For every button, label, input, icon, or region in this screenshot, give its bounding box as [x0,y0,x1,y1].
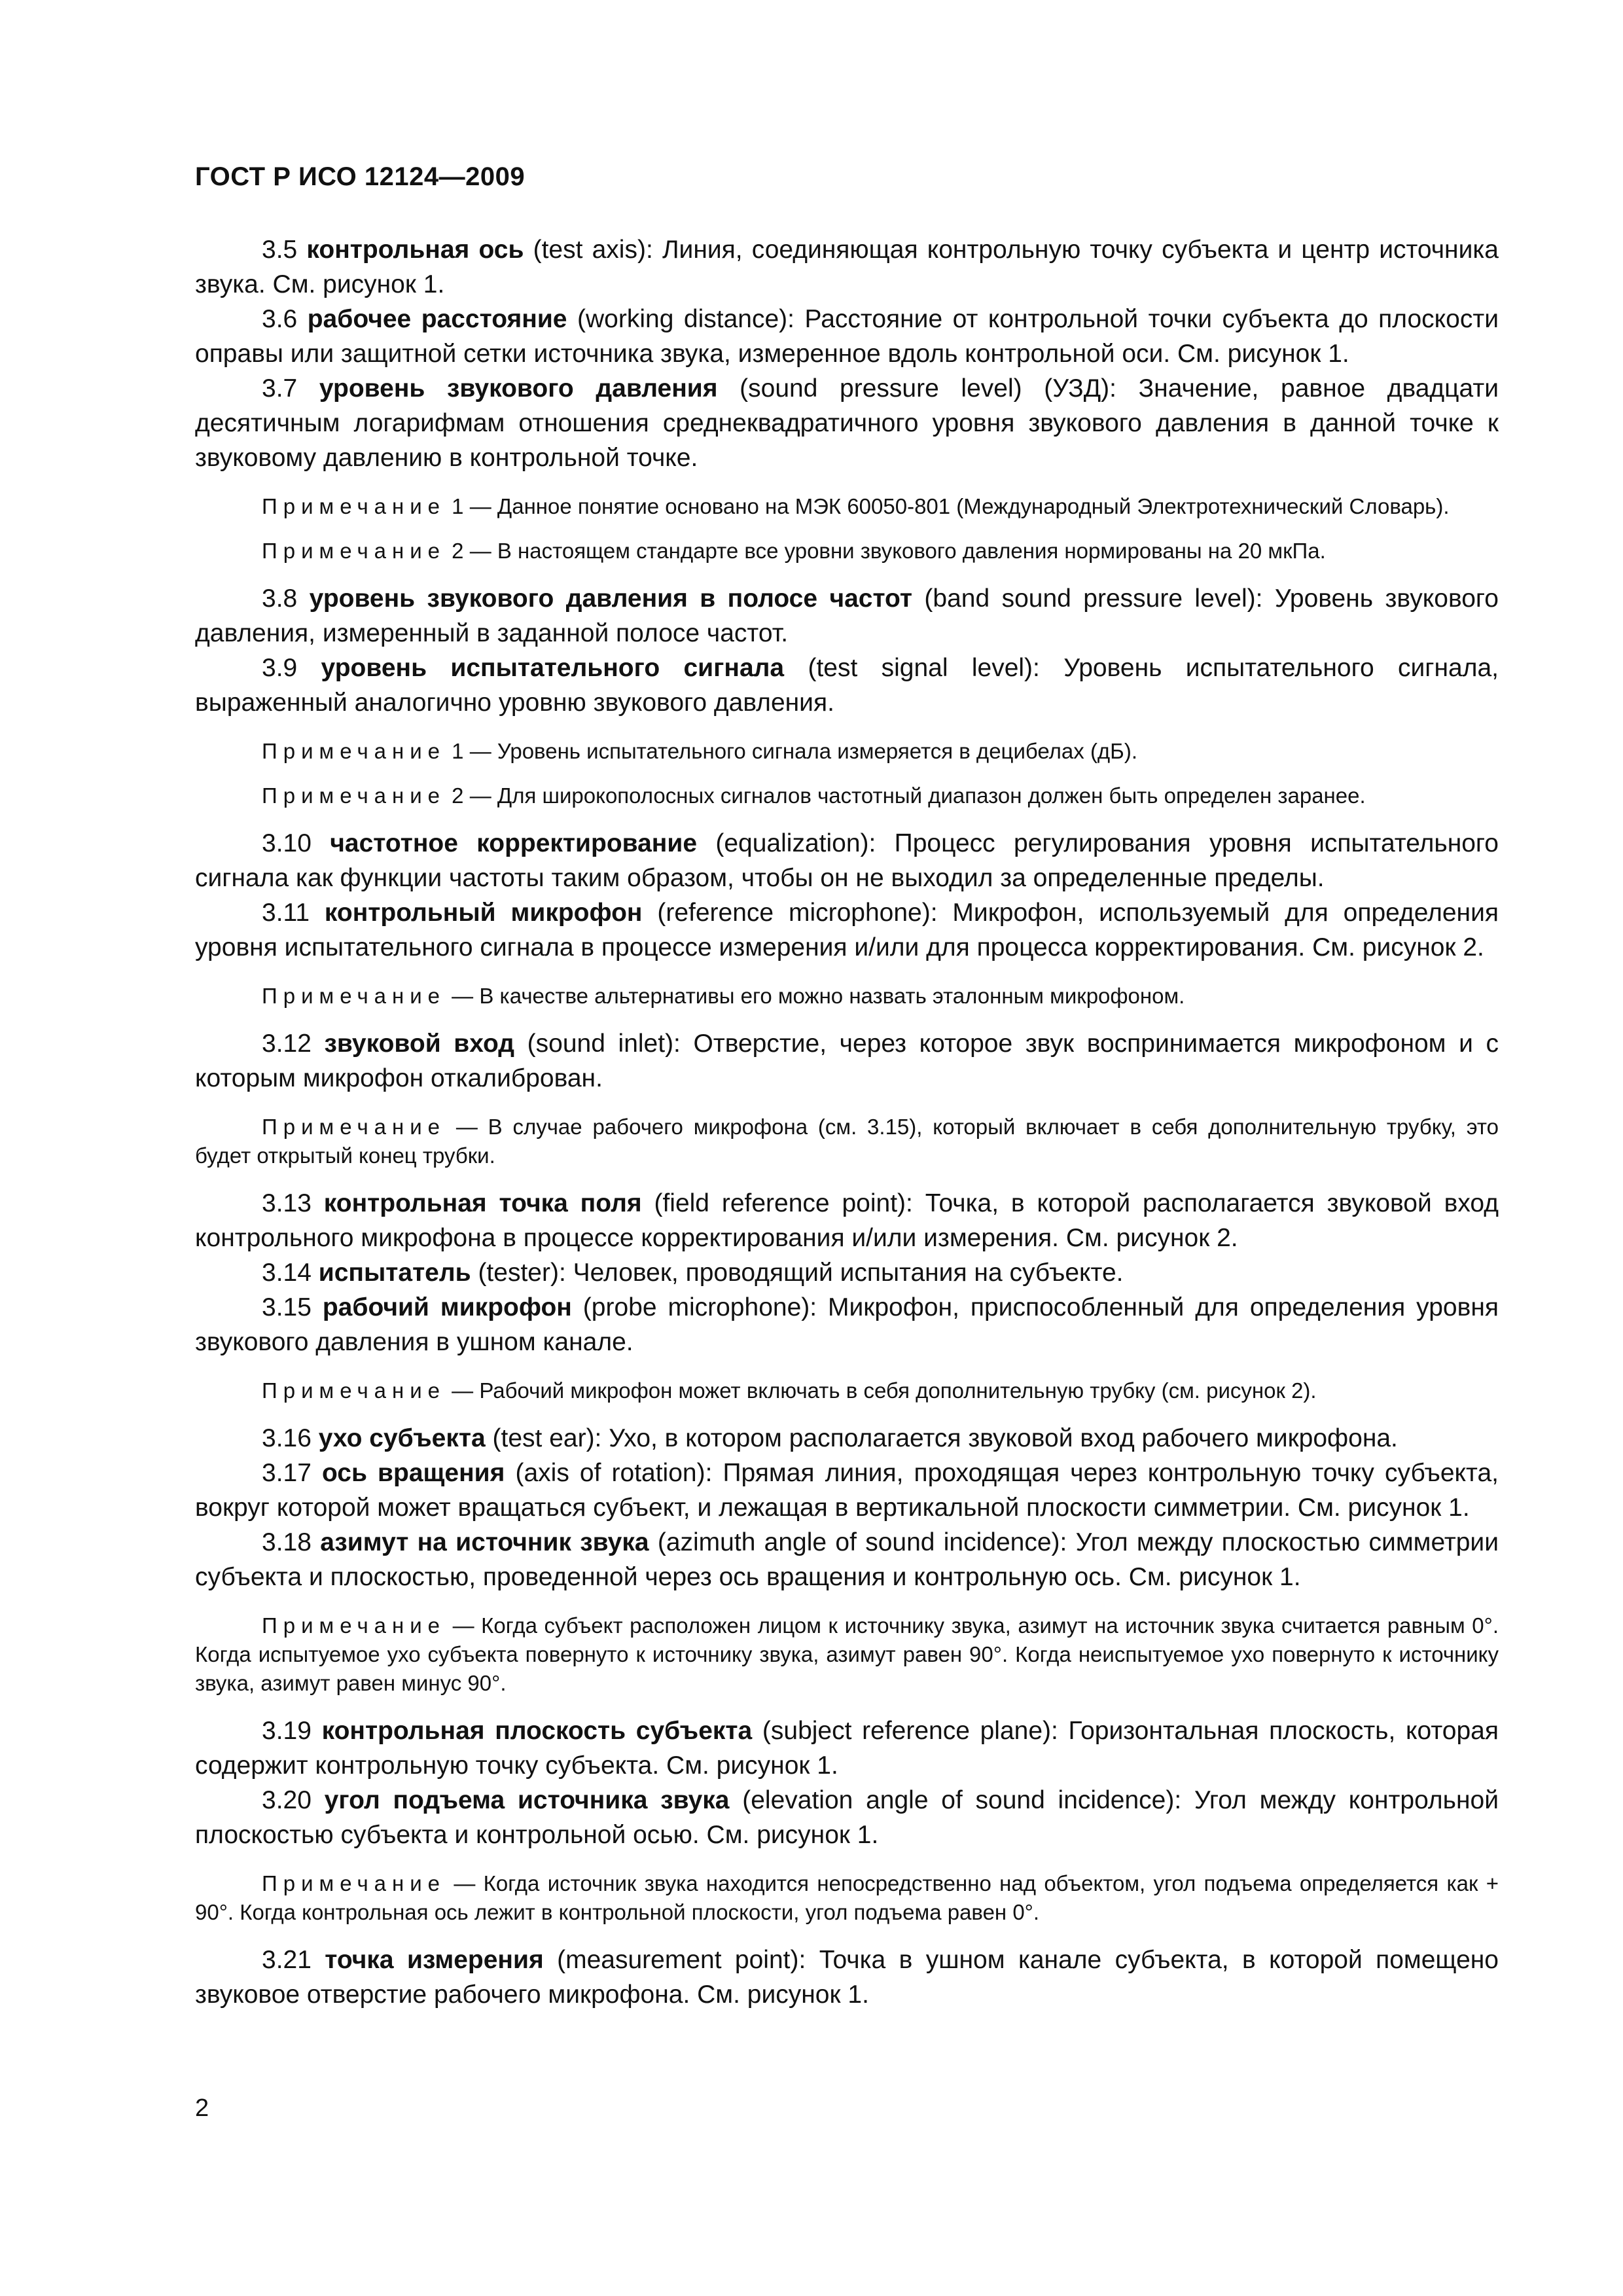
definition-text: (equalization): Процесс регулирования уровня испытательного сигнала как функции частоты таким образом, чтобы он не выходил за определенные пределы. [195,829,1499,892]
definition-item [195,1186,1499,1255]
definition-number: 3.9 [262,654,298,682]
definition-item [195,1255,1499,1290]
definition-text: (sound pressure level) (УЗД): Значение, равное двадцати десятичным логарифмам отношения среднеквадратичного уровня звукового давления в данной точке к звуковому давлению в контрольной точке. [195,374,1499,472]
definition-text: (subject reference plane): Горизонтальная плоскость, которая содержит контрольную точку субъекта. См. рисунок 1. [195,1717,1499,1780]
definition-number: 3.21 [262,1946,312,1974]
note-label: Примечание [262,494,446,518]
definition-term: звуковой вход [324,1030,515,1058]
definition-number: 3.16 [262,1424,312,1452]
definition-number: 3.12 [262,1030,312,1058]
note-item [195,492,1499,521]
definition-term: угол подъема источника звука [324,1786,730,1814]
definition-text: (reference microphone): Микрофон, используемый для определения уровня испытательного сигнала в процессе измерения и/или для процесса корректирования. См. рисунок 2. [195,899,1499,961]
note-item [195,1113,1499,1170]
definition-text: (test axis): Линия, соединяющая контрольную точку субъекта и центр источника звука. См. рисунок 1. [195,236,1499,298]
definition-text: (test ear): Ухо, в котором располагается звуковой вход рабочего микрофона. [485,1424,1398,1452]
definition-text: (band sound pressure level): Уровень звукового давления, измеренный в заданной полосе частот. [195,584,1499,647]
definition-number: 3.18 [262,1528,312,1556]
definition-number: 3.20 [262,1786,312,1814]
definition-text: (axis of rotation): Прямая линия, проходящая через контрольную точку субъекта, вокруг которой может вращаться субъект, и лежащая в вертикальной плоскости симметрии. См. рисунок 1. [195,1459,1499,1522]
definition-term: ухо субъекта [318,1424,486,1452]
note-text: 1 — Данное понятие основано на МЭК 60050-801 (Международный Электротехнический Словарь). [446,494,1450,518]
definition-number: 3.5 [262,236,298,264]
definition-item [195,1713,1499,1783]
definition-text: (working distance): Расстояние от контрольной точки субъекта до плоскости оправы или защитной сетки источника звука, измеренное вдоль контрольной оси. См. рисунок 1. [195,305,1499,368]
note-item [195,537,1499,565]
note-text: — В случае рабочего микрофона (см. 3.15), который включает в себя дополнительную трубку, это будет открытый конец трубки. [195,1115,1499,1168]
note-label: Примечание [262,739,446,763]
definition-item [195,1421,1499,1456]
definition-text: (azimuth angle of sound incidence): Угол между плоскостью симметрии субъекта и плоскостью, проведенной через ось вращения и контрольную ось. См. рисунок 1. [195,1528,1499,1591]
definition-term: уровень звукового давления [319,374,718,403]
definition-number: 3.11 [262,899,310,927]
definition-term: контрольная плоскость субъекта [321,1717,753,1745]
definition-number: 3.7 [262,374,298,403]
definition-term: контрольный микрофон [324,899,643,927]
definition-term: контрольная точка поля [323,1189,642,1217]
definition-item [195,1943,1499,2012]
definitions-list [195,232,1499,2012]
definition-text: (measurement point): Точка в ушном канале субъекта, в которой помещено звуковое отверстие рабочего микрофона. См. рисунок 1. [195,1946,1499,2009]
definition-text: (probe microphone): Микрофон, приспособленный для определения уровня звукового давления в ушном канале. [195,1293,1499,1356]
document-header: ГОСТ Р ИСО 12124—2009 [195,162,526,191]
definition-number: 3.15 [262,1293,312,1321]
note-label: Примечание [262,539,446,563]
definition-term: уровень испытательного сигнала [321,654,785,682]
definition-item [195,232,1499,302]
note-item [195,982,1499,1011]
definition-item [195,1525,1499,1594]
definition-item [195,1783,1499,1852]
note-text: 1 — Уровень испытательного сигнала измеряется в децибелах (дБ). [446,739,1137,763]
definition-text: (elevation angle of sound incidence): Угол между контрольной плоскостью субъекта и контрольной осью. См. рисунок 1. [195,1786,1499,1849]
definition-number: 3.13 [262,1189,312,1217]
definition-number: 3.19 [262,1717,312,1745]
definition-item [195,895,1499,965]
definition-item [195,651,1499,720]
definition-text: (field reference point): Точка, в которой располагается звуковой вход контрольного микрофона в процессе корректирования и/или измерения. См. рисунок 2. [195,1189,1499,1252]
note-label: Примечание [262,984,446,1008]
note-label: Примечание [262,1613,446,1638]
note-label: Примечание [262,783,446,808]
definition-term: контрольная ось [306,236,524,264]
definition-term: азимут на источник звука [320,1528,649,1556]
definition-item [195,581,1499,651]
definition-item [195,826,1499,895]
definition-term: рабочее расстояние [307,305,567,333]
page-number: 2 [195,2094,209,2122]
definition-text: (test signal level): Уровень испытательного сигнала, выраженный аналогично уровню звукового давления. [195,654,1499,717]
definition-term: рабочий микрофон [322,1293,572,1321]
note-text: 2 — Для широкополосных сигналов частотный диапазон должен быть определен заранее. [446,783,1366,808]
note-text: — Когда субъект расположен лицом к источнику звука, азимут на источник звука считается равным 0°. Когда испытуемое ухо субъекта повернуто к источнику звука, азимут равен 90°. Когда неиспытуемое ухо повернуто к источнику звука, азимут равен минус 90°. [195,1613,1499,1695]
definition-item [195,1456,1499,1525]
note-text: — Рабочий микрофон может включать в себя дополнительную трубку (см. рисунок 2). [446,1378,1317,1403]
note-item [195,1869,1499,1927]
note-item [195,781,1499,810]
note-text: 2 — В настоящем стандарте все уровни звукового давления нормированы на 20 мкПа. [446,539,1326,563]
note-text: — Когда источник звука находится непосредственно над объектом, угол подъема определяется как + 90°. Когда контрольная ось лежит в контрольной плоскости, угол подъема равен 0°. [195,1871,1499,1924]
definition-number: 3.10 [262,829,312,857]
definition-item [195,1026,1499,1096]
definition-number: 3.17 [262,1459,312,1487]
definition-term: точка измерения [325,1946,544,1974]
definition-term: частотное корректирование [330,829,698,857]
note-label: Примечание [262,1115,446,1139]
definition-item [195,1290,1499,1359]
definition-term: испытатель [318,1259,471,1287]
note-item [195,737,1499,766]
definition-number: 3.14 [262,1259,312,1287]
note-item [195,1611,1499,1698]
definition-item [195,302,1499,371]
definition-term: уровень звукового давления в полосе частот [309,584,913,613]
definition-number: 3.8 [262,584,298,613]
note-text: — В качестве альтернативы его можно назвать эталонным микрофоном. [446,984,1185,1008]
note-label: Примечание [262,1378,446,1403]
definition-text: (sound inlet): Отверстие, через которое звук воспринимается микрофоном и с которым микрофон откалиброван. [195,1030,1499,1092]
definition-number: 3.6 [262,305,298,333]
definition-text: (tester): Человек, проводящий испытания на субъекте. [471,1259,1124,1287]
definition-item [195,371,1499,475]
definition-term: ось вращения [321,1459,505,1487]
note-item [195,1376,1499,1405]
note-label: Примечание [262,1871,446,1895]
